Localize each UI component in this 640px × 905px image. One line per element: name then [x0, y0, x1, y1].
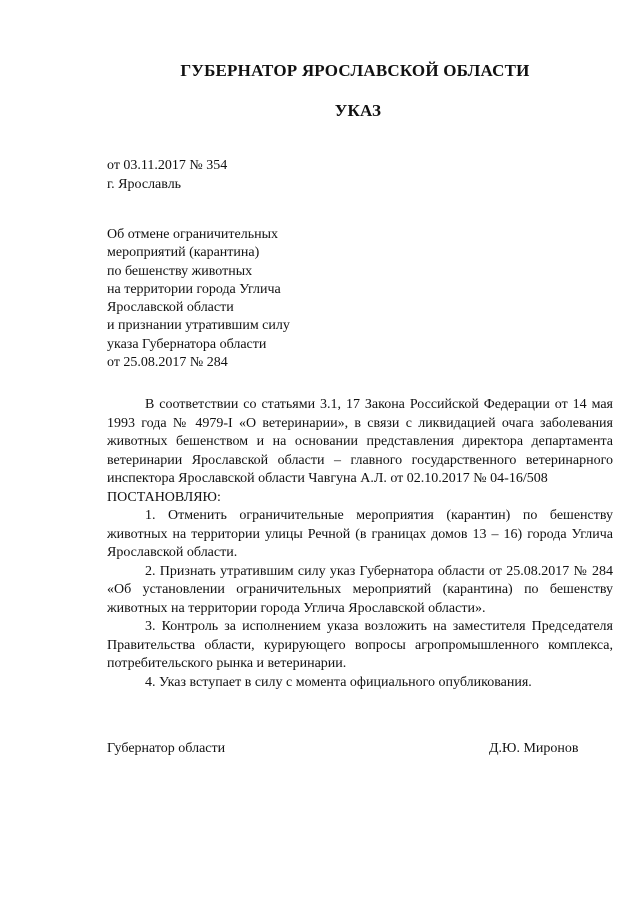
- decree-word: ПОСТАНОВЛЯЮ:: [107, 489, 221, 505]
- subject-line: мероприятий (карантина): [107, 245, 260, 261]
- subject-line: указа Губернатора области: [107, 336, 267, 352]
- signature-name: Д.Ю. Миронов: [489, 741, 579, 756]
- preamble-paragraph: В соответствии со статьями 3.1, 17 Закона Российской Федерации от 14 мая 1993 года № 4979-I «О ветеринарии», в связи с ликвидацией очага заболевания животных бешенством и на основании представления директора департамента ветеринарии Ярославской области – главного государственного ветеринарного инспектора Ярославской области Чавгуна А.Л. от 02.10.2017 № 04-16/508: [107, 397, 613, 486]
- subject-line: по бешенству животных: [107, 263, 253, 279]
- document-body: [107, 396, 613, 692]
- clause-3: 3. Контроль за исполнением указа возложить на заместителя Председателя Правительства области, курирующего вопросы агропромышленного комплекса, потребительского рынка и ветеринарии.: [107, 619, 613, 671]
- subject-line: и признании утратившим силу: [107, 318, 290, 334]
- clause-1: 1. Отменить ограничительные мероприятия (карантин) по бешенству животных на территории улицы Речной (в границах домов 13 – 16) города Углича Ярославской области.: [107, 508, 613, 560]
- subject-line: Ярославской области: [107, 300, 234, 316]
- place: г. Ярославль: [107, 177, 182, 192]
- subject-line: на территории города Углича: [107, 281, 281, 297]
- issuer-heading: ГУБЕРНАТОР ЯРОСЛАВСКОЙ ОБЛАСТИ: [180, 61, 530, 80]
- date-number: от 03.11.2017 № 354: [107, 158, 228, 173]
- subject-line: Об отмене ограничительных: [107, 227, 279, 242]
- document-type-heading: УКАЗ: [334, 101, 382, 120]
- clause-4: 4. Указ вступает в силу с момента официального опубликования.: [145, 674, 532, 690]
- document-meta: [107, 156, 227, 194]
- clause-2: 2. Признать утратившим силу указ Губернатора области от 25.08.2017 № 284 «Об установлении ограничительных мероприятий (карантина) по бешенству животных на территории города Углича Ярославской области».: [107, 563, 613, 616]
- document-subject: [107, 226, 290, 372]
- subject-line: от 25.08.2017 № 284: [107, 355, 228, 371]
- signature-title: Губернатор области: [107, 741, 226, 756]
